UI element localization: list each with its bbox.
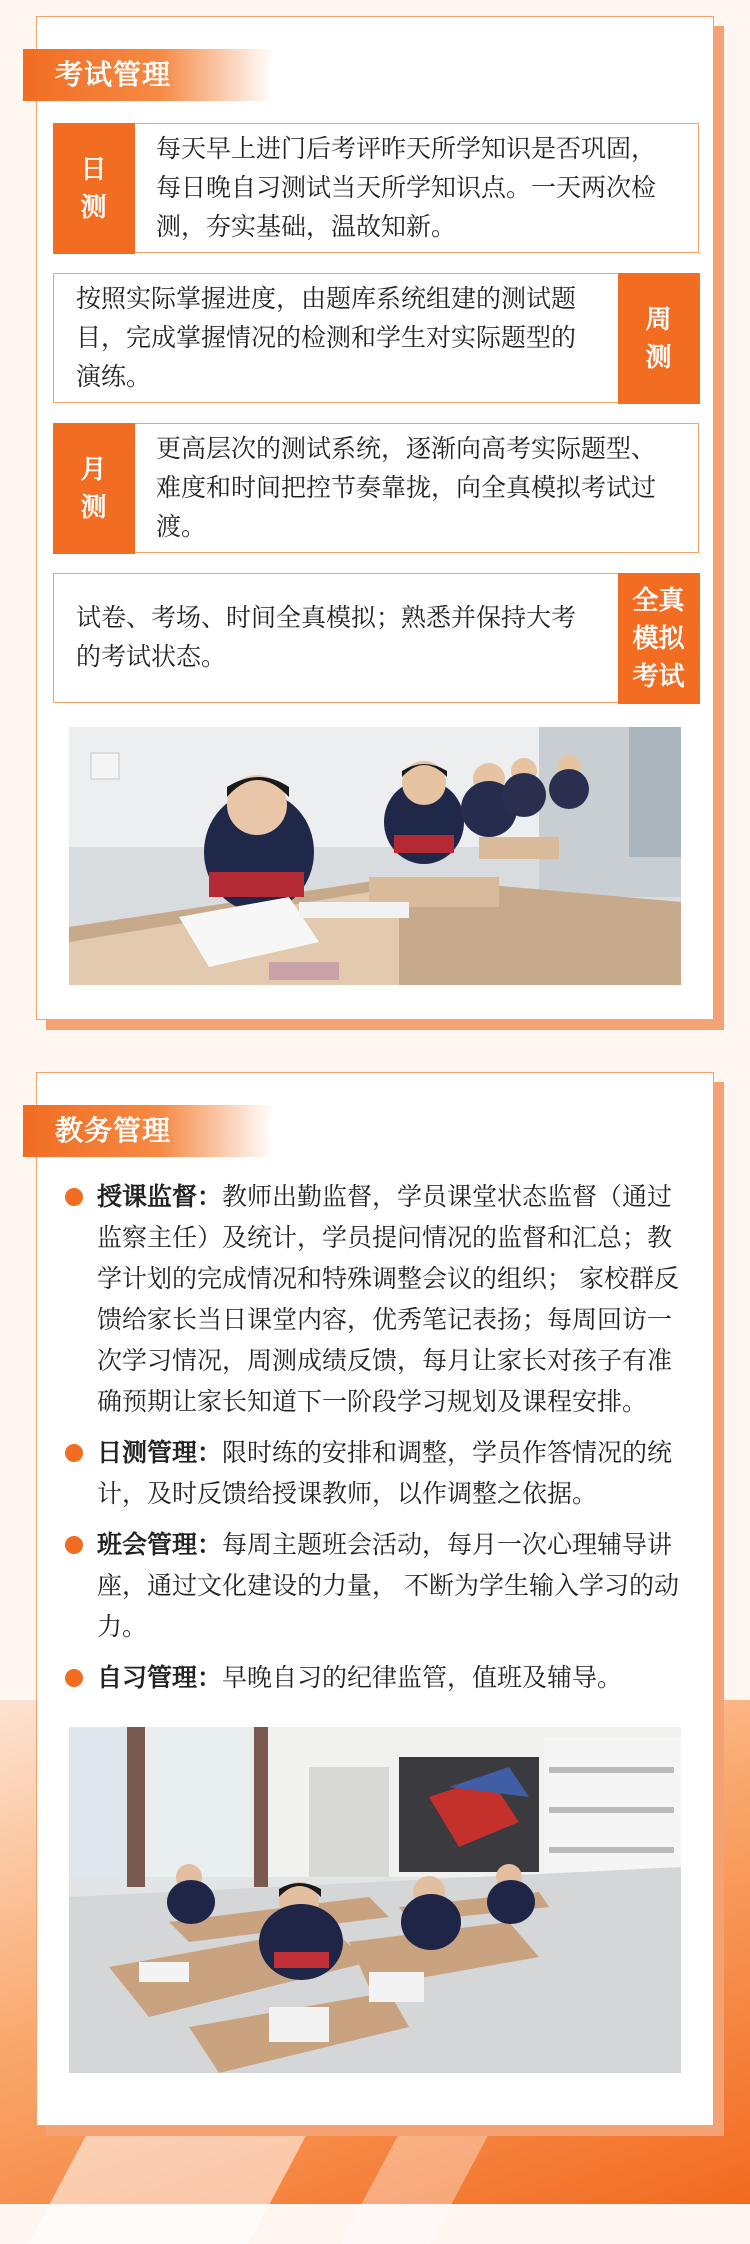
item-key: 班会管理： <box>97 1531 223 1559</box>
exam-tag: 日测 <box>53 123 135 254</box>
item-text: 限时练的安排和调整，学员作答情况的统计，及时反馈给授课教师，以作调整之依据。 <box>97 1439 673 1508</box>
exam-description: 试卷、考场、时间全真模拟；熟悉并保持大考的考试状态。 <box>76 604 577 671</box>
exam-management-card <box>36 16 714 1020</box>
item-key: 自习管理： <box>97 1664 223 1692</box>
exam-row-weekly <box>53 273 699 403</box>
classroom-photo-illustration <box>69 727 681 985</box>
item-text: 教师出勤监督，学员课堂状态监督（通过监察主任）及统计，学员提问情况的监督和汇总；教学计划的完成情况和特殊调整会议的组织； 家校群反馈给家长当日课堂内容，优秀笔记表扬；每周回访一次学习情况，周测成绩反馈，每月让家长对孩子有准确预期让家长知道下一阶段学习规划及课程安排。 <box>97 1183 679 1416</box>
exam-row-monthly <box>53 423 699 553</box>
exam-tag: 全真模拟考试 <box>618 573 700 704</box>
exam-description: 更高层次的测试系统，逐渐向高考实际题型、难度和时间把控节奏靠拢，向全真模拟考试过渡。 <box>156 434 657 541</box>
exam-row-daily <box>53 123 699 253</box>
exam-tag: 月测 <box>53 423 135 554</box>
exam-description: 按照实际掌握进度，由题库系统组建的测试题目，完成掌握情况的检测和学生对实际题型的演练。 <box>76 284 577 391</box>
exam-tag: 周测 <box>618 273 700 404</box>
bullet-dot-icon <box>65 1188 83 1206</box>
list-item <box>61 1525 691 1648</box>
bullet-dot-icon <box>65 1536 83 1554</box>
bullet-dot-icon <box>65 1444 83 1462</box>
list-item <box>61 1433 691 1515</box>
exam-classroom-photo <box>69 727 681 985</box>
item-text: 早晚自习的纪律监管，值班及辅导。 <box>222 1664 623 1692</box>
classroom-photo-illustration <box>69 1727 681 2073</box>
affairs-list <box>61 1177 691 1709</box>
section-title: 教务管理 <box>23 1105 273 1157</box>
bullet-dot-icon <box>65 1669 83 1687</box>
list-item <box>61 1177 691 1423</box>
exam-description: 每天早上进门后考评昨天所学知识是否巩固，每日晚自习测试当天所学知识点。一天两次检测，夯实基础，温故知新。 <box>156 134 657 241</box>
affairs-classroom-photo <box>69 1727 681 2073</box>
exam-row-mock <box>53 573 699 703</box>
list-item <box>61 1658 691 1699</box>
item-key: 授课监督： <box>97 1183 223 1211</box>
academic-affairs-card <box>36 1072 714 2126</box>
section-title: 考试管理 <box>23 49 273 101</box>
item-text: 每周主题班会活动，每月一次心理辅导讲座，通过文化建设的力量， 不断为学生输入学习的动力。 <box>97 1531 679 1641</box>
item-key: 日测管理： <box>97 1439 223 1467</box>
